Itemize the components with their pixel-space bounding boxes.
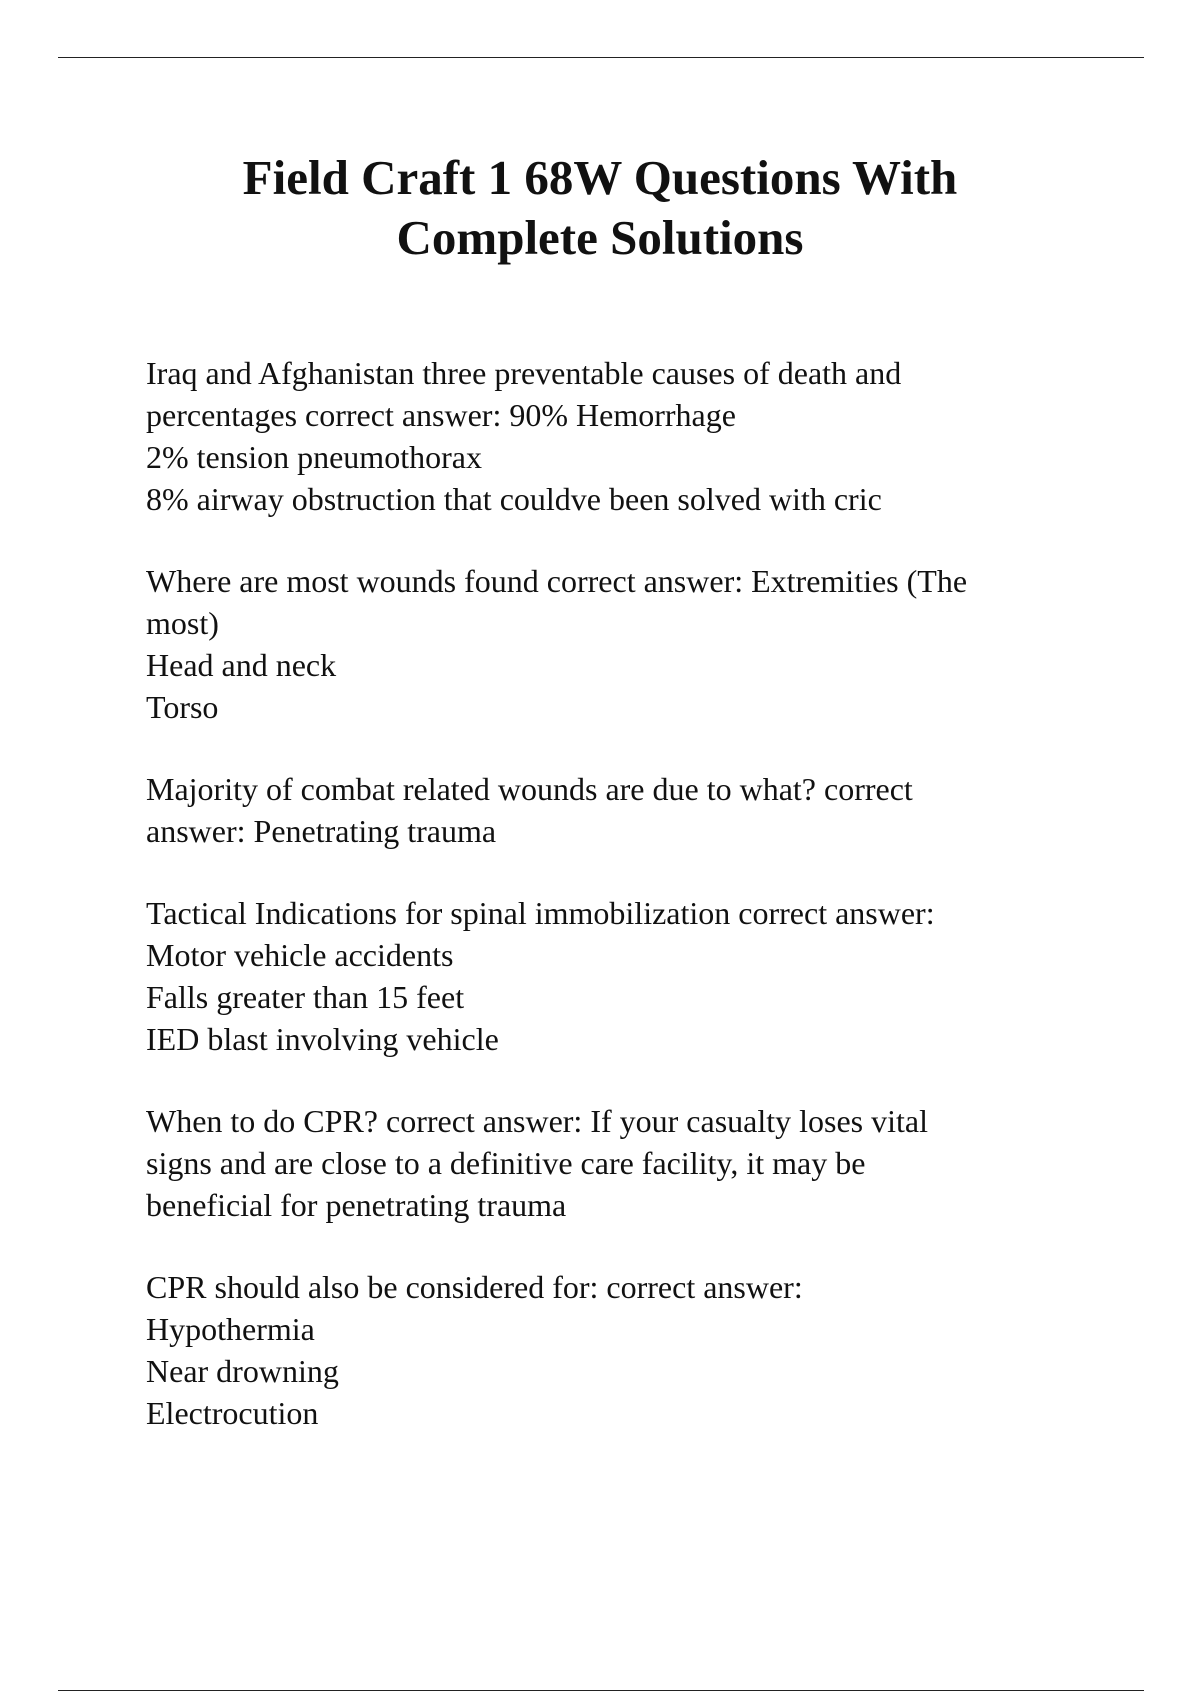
qa-line: percentages correct answer: 90% Hemorrhage [146, 397, 736, 433]
qa-line: Falls greater than 15 feet [146, 979, 465, 1015]
qa-line: Electrocution [146, 1395, 319, 1431]
qa-line: answer: Penetrating trauma [146, 813, 497, 849]
document-body [146, 352, 1146, 1474]
qa-line: Near drowning [146, 1353, 339, 1389]
qa-line: most) [146, 605, 219, 641]
qa-line: Torso [146, 689, 219, 725]
qa-line: 2% tension pneumothorax [146, 439, 482, 475]
qa-block [146, 1266, 1146, 1434]
qa-block [146, 768, 1146, 852]
title-line: Complete Solutions [396, 210, 804, 265]
qa-block [146, 892, 1146, 1060]
qa-block [146, 1100, 1146, 1226]
qa-line: Motor vehicle accidents [146, 937, 454, 973]
qa-line: When to do CPR? correct answer: If your casualty loses vital [146, 1103, 928, 1139]
qa-line: Where are most wounds found correct answer: Extremities (The [146, 563, 968, 599]
top-divider [58, 57, 1144, 58]
qa-line: signs and are close to a definitive care facility, it may be [146, 1145, 866, 1181]
bottom-divider [58, 1690, 1144, 1691]
qa-line: Iraq and Afghanistan three preventable causes of death and [146, 355, 902, 391]
qa-block [146, 560, 1146, 728]
qa-line: Hypothermia [146, 1311, 315, 1347]
qa-block [146, 352, 1146, 520]
title-line: Field Craft 1 68W Questions With [242, 150, 958, 205]
qa-line: Tactical Indications for spinal immobilization correct answer: [146, 895, 935, 931]
qa-line: CPR should also be considered for: correct answer: [146, 1269, 803, 1305]
qa-line: IED blast involving vehicle [146, 1021, 499, 1057]
page-title [0, 148, 1200, 268]
qa-line: 8% airway obstruction that couldve been solved with cric [146, 481, 882, 517]
qa-line: Head and neck [146, 647, 337, 683]
qa-line: Majority of combat related wounds are due to what? correct [146, 771, 913, 807]
qa-line: beneficial for penetrating trauma [146, 1187, 567, 1223]
